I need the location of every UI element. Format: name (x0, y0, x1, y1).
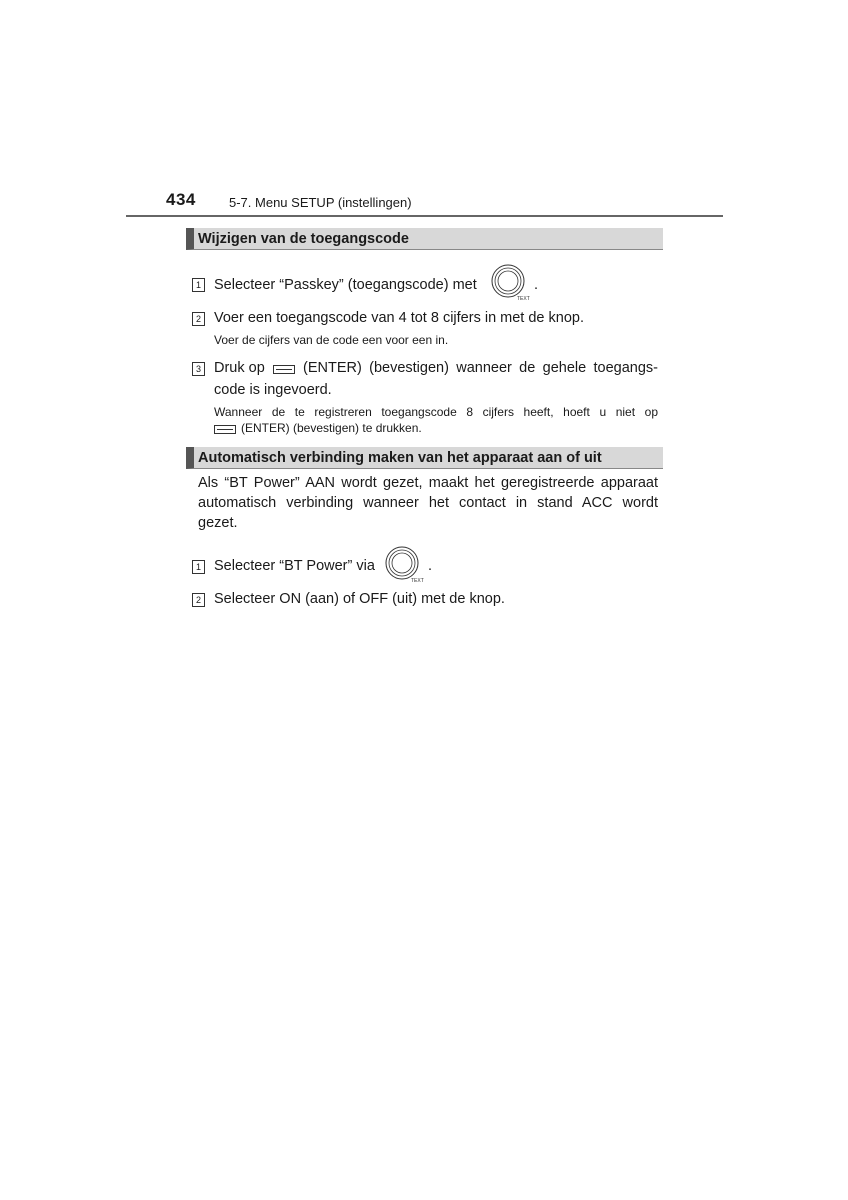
step-text-cont: code is ingevoerd. (214, 382, 332, 398)
section-reference: 5-7. Menu SETUP (instellingen) (229, 195, 412, 210)
step-text-start: Druk op (214, 360, 265, 376)
step-number: 3 (192, 362, 205, 376)
step-text-rest: (ENTER) (bevestigen) wanneer de gehele toegangs- (303, 360, 658, 376)
enter-button-icon (273, 365, 295, 374)
step-number: 1 (192, 560, 205, 574)
step-number: 2 (192, 593, 205, 607)
step-note: Voer de cijfers van de code een voor een in. (214, 333, 449, 347)
page-number: 434 (166, 190, 196, 209)
step-text: Selecteer “BT Power” via (214, 558, 375, 574)
enter-button-icon (214, 425, 236, 434)
section-title: Wijzigen van de toegangscode (198, 231, 409, 247)
step-text: Selecteer ON (aan) of OFF (uit) met de knop. (214, 591, 505, 607)
step-note: Wanneer de te registreren toegangscode 8 cijfers heeft, hoeft u niet op (214, 405, 658, 419)
section-heading-bt-power (186, 447, 663, 469)
step-suffix: . (428, 558, 433, 574)
section-title: Automatisch verbinding maken van het apparaat aan of uit (198, 450, 602, 466)
intro-line: gezet. (198, 515, 238, 531)
header-divider (126, 215, 723, 217)
step-note-cont: (ENTER) (bevestigen) te drukken. (241, 421, 422, 435)
intro-line: automatisch verbinding wanneer het contact in stand ACC wordt (198, 495, 658, 511)
tune-knob-icon (384, 545, 428, 585)
knob-label: TEXT (517, 296, 530, 302)
step-number: 2 (192, 312, 205, 326)
knob-label: TEXT (411, 578, 424, 584)
step-text: Selecteer “Passkey” (toegangscode) met (214, 277, 477, 293)
tune-knob-icon (490, 263, 534, 303)
section-heading-passkey (186, 228, 663, 250)
step-number: 1 (192, 278, 205, 292)
intro-line: Als “BT Power” AAN wordt gezet, maakt het geregistreerde apparaat (198, 475, 658, 491)
step-suffix: . (534, 277, 539, 293)
step-text: Voer een toegangscode van 4 tot 8 cijfers in met de knop. (214, 310, 584, 326)
